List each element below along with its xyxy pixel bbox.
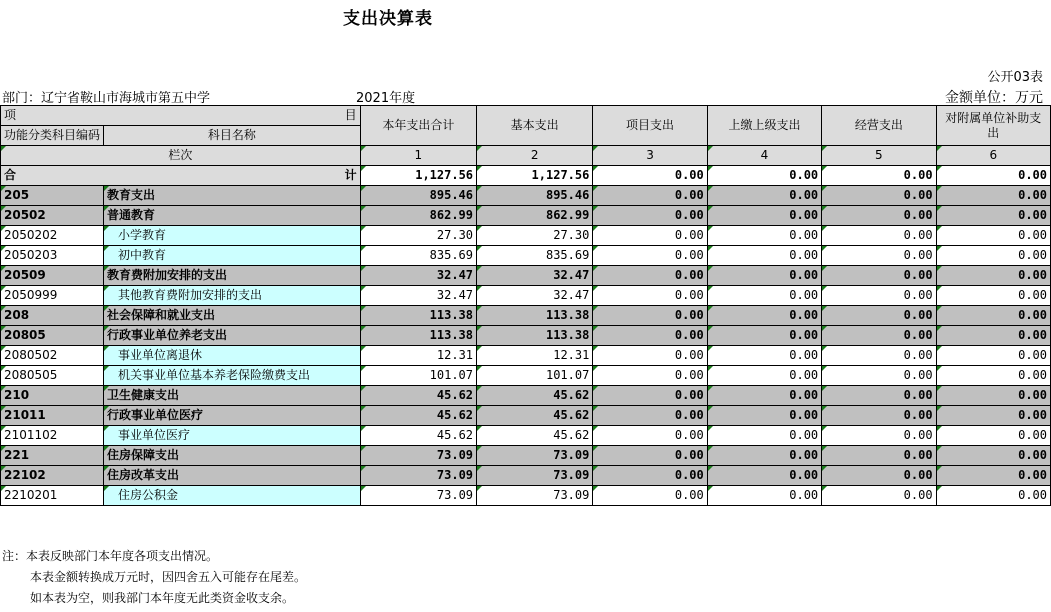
row-code[interactable]: 2050999 [1, 286, 104, 306]
row-value[interactable]: 0.00 [707, 186, 821, 206]
row-value[interactable]: 862.99 [477, 206, 593, 226]
table-row [1, 246, 1051, 266]
row-value[interactable]: 0.00 [936, 206, 1050, 226]
row-code[interactable]: 20509 [1, 266, 104, 286]
table-row [1, 346, 1051, 366]
col-index[interactable]: 2 [477, 146, 593, 166]
table-row [1, 466, 1051, 486]
lanci-label[interactable]: 栏次 [1, 146, 361, 166]
row-name[interactable]: 社会保障和就业支出 [104, 306, 361, 326]
row-value[interactable]: 0.00 [936, 346, 1050, 366]
row-code[interactable]: 210 [1, 386, 104, 406]
table-row [1, 406, 1051, 426]
row-value[interactable]: 0.00 [936, 466, 1050, 486]
col-header-upper[interactable]: 上缴上级支出 [707, 106, 821, 146]
col-index[interactable]: 6 [936, 146, 1050, 166]
col-header-business[interactable]: 经营支出 [822, 106, 936, 146]
row-value[interactable]: 0.00 [822, 306, 936, 326]
row-value[interactable]: 895.46 [477, 186, 593, 206]
row-value[interactable]: 0.00 [822, 326, 936, 346]
col-index[interactable]: 3 [593, 146, 707, 166]
row-code[interactable]: 21011 [1, 406, 104, 426]
col-header-subsidy[interactable]: 对附属单位补助支出 [936, 106, 1050, 146]
row-value[interactable]: 12.31 [477, 346, 593, 366]
row-value[interactable]: 32.47 [477, 286, 593, 306]
row-value[interactable]: 0.00 [593, 246, 707, 266]
row-value[interactable]: 0.00 [707, 366, 821, 386]
row-value[interactable]: 0.00 [822, 266, 936, 286]
footnotes [2, 546, 306, 609]
row-value[interactable]: 0.00 [936, 186, 1050, 206]
table-row [1, 226, 1051, 246]
amount-unit: 金额单位：万元 [945, 90, 1043, 106]
row-name[interactable]: 初中教育 [104, 246, 361, 266]
row-value[interactable]: 0.00 [707, 226, 821, 246]
row-value[interactable]: 0.00 [822, 206, 936, 226]
row-value[interactable]: 0.00 [822, 406, 936, 426]
row-code[interactable]: 20502 [1, 206, 104, 226]
table-row [1, 186, 1051, 206]
row-value[interactable]: 0.00 [593, 266, 707, 286]
row-value[interactable]: 0.00 [707, 386, 821, 406]
row-value[interactable]: 0.00 [707, 206, 821, 226]
table-row [1, 206, 1051, 226]
row-value[interactable]: 835.69 [477, 246, 593, 266]
total-label-cell[interactable] [1, 166, 361, 186]
row-value[interactable]: 73.09 [477, 446, 593, 466]
total-value[interactable]: 0.00 [593, 166, 707, 186]
report-title: 支出决算表 [343, 9, 433, 29]
row-name[interactable]: 小学教育 [104, 226, 361, 246]
row-value[interactable]: 0.00 [822, 186, 936, 206]
row-value[interactable]: 27.30 [477, 226, 593, 246]
row-name[interactable]: 卫生健康支出 [104, 386, 361, 406]
row-value[interactable]: 0.00 [936, 366, 1050, 386]
row-value[interactable]: 73.09 [360, 466, 476, 486]
row-name[interactable]: 住房改革支出 [104, 466, 361, 486]
row-value[interactable]: 0.00 [936, 326, 1050, 346]
table-row [1, 386, 1051, 406]
table-row [1, 366, 1051, 386]
row-value[interactable]: 0.00 [707, 406, 821, 426]
row-value[interactable]: 0.00 [593, 426, 707, 446]
row-value[interactable]: 12.31 [360, 346, 476, 366]
row-code[interactable]: 2080502 [1, 346, 104, 366]
total-value[interactable]: 0.00 [936, 166, 1050, 186]
row-value[interactable]: 32.47 [360, 286, 476, 306]
row-value[interactable]: 73.09 [360, 486, 476, 506]
row-name[interactable]: 其他教育费附加安排的支出 [104, 286, 361, 306]
row-value[interactable]: 0.00 [593, 286, 707, 306]
mu-label: 目 [344, 108, 357, 122]
col-header-basic[interactable]: 基本支出 [477, 106, 593, 146]
row-value[interactable]: 45.62 [360, 406, 476, 426]
total-value[interactable]: 0.00 [707, 166, 821, 186]
row-value[interactable]: 895.46 [360, 186, 476, 206]
note-line: 注：本表反映部门本年度各项支出情况。 [2, 549, 219, 563]
row-value[interactable]: 0.00 [822, 466, 936, 486]
row-value[interactable]: 45.62 [360, 426, 476, 446]
row-value[interactable]: 0.00 [936, 386, 1050, 406]
row-name[interactable]: 机关事业单位基本养老保险缴费支出 [104, 366, 361, 386]
row-value[interactable]: 0.00 [707, 466, 821, 486]
row-value[interactable]: 113.38 [477, 306, 593, 326]
row-name[interactable]: 住房保障支出 [104, 446, 361, 466]
row-value[interactable]: 113.38 [360, 306, 476, 326]
row-value[interactable]: 0.00 [936, 486, 1050, 506]
row-value[interactable]: 0.00 [593, 386, 707, 406]
row-value[interactable]: 0.00 [822, 346, 936, 366]
table-row [1, 326, 1051, 346]
row-code[interactable]: 208 [1, 306, 104, 326]
table-row [1, 426, 1051, 446]
row-name[interactable]: 行政事业单位养老支出 [104, 326, 361, 346]
row-code[interactable]: 2050202 [1, 226, 104, 246]
row-name[interactable]: 行政事业单位医疗 [104, 406, 361, 426]
row-name[interactable]: 普通教育 [104, 206, 361, 226]
row-value[interactable]: 113.38 [360, 326, 476, 346]
row-value[interactable]: 0.00 [593, 306, 707, 326]
row-value[interactable]: 0.00 [707, 306, 821, 326]
col-header-total[interactable]: 本年支出合计 [360, 106, 476, 146]
row-name[interactable]: 住房公积金 [104, 486, 361, 506]
row-value[interactable]: 0.00 [593, 486, 707, 506]
xiang-label: 项 [4, 108, 17, 122]
row-value[interactable]: 32.47 [360, 266, 476, 286]
row-value[interactable]: 0.00 [707, 486, 821, 506]
row-value[interactable]: 113.38 [477, 326, 593, 346]
row-value[interactable]: 862.99 [360, 206, 476, 226]
row-code[interactable]: 221 [1, 446, 104, 466]
row-value[interactable]: 0.00 [936, 226, 1050, 246]
col-header-name[interactable]: 科目名称 [104, 126, 361, 146]
table-row [1, 446, 1051, 466]
row-value[interactable]: 45.62 [477, 386, 593, 406]
row-value[interactable]: 0.00 [707, 246, 821, 266]
row-value[interactable]: 0.00 [593, 326, 707, 346]
row-value[interactable]: 0.00 [593, 446, 707, 466]
row-value[interactable]: 45.62 [360, 386, 476, 406]
row-value[interactable]: 0.00 [936, 246, 1050, 266]
form-number: 公开03表 [987, 70, 1043, 85]
row-value[interactable]: 0.00 [593, 186, 707, 206]
row-value[interactable]: 0.00 [936, 266, 1050, 286]
row-name[interactable]: 教育费附加安排的支出 [104, 266, 361, 286]
row-value[interactable]: 27.30 [360, 226, 476, 246]
row-value[interactable]: 101.07 [360, 366, 476, 386]
row-value[interactable]: 0.00 [936, 406, 1050, 426]
table-row [1, 306, 1051, 326]
note-line: 本表金额转换成万元时，因四舍五入可能存在尾差。 [30, 570, 307, 584]
row-code[interactable]: 2050203 [1, 246, 104, 266]
row-value[interactable]: 0.00 [707, 346, 821, 366]
row-value[interactable]: 0.00 [936, 446, 1050, 466]
row-code[interactable]: 205 [1, 186, 104, 206]
row-value[interactable]: 45.62 [477, 406, 593, 426]
row-value[interactable]: 0.00 [822, 246, 936, 266]
row-value[interactable]: 0.00 [822, 386, 936, 406]
row-code[interactable]: 2080505 [1, 366, 104, 386]
fiscal-year: 2021年度 [356, 91, 416, 106]
col-index[interactable]: 5 [822, 146, 936, 166]
row-value[interactable]: 73.09 [477, 466, 593, 486]
row-name[interactable]: 教育支出 [104, 186, 361, 206]
row-value[interactable]: 45.62 [477, 426, 593, 446]
row-value[interactable]: 32.47 [477, 266, 593, 286]
total-value[interactable]: 0.00 [822, 166, 936, 186]
row-value[interactable]: 0.00 [707, 286, 821, 306]
row-value[interactable]: 0.00 [822, 446, 936, 466]
row-value[interactable]: 101.07 [477, 366, 593, 386]
row-value[interactable]: 835.69 [360, 246, 476, 266]
row-value[interactable]: 0.00 [822, 486, 936, 506]
row-value[interactable]: 0.00 [822, 426, 936, 446]
table-row [1, 286, 1051, 306]
note-line: 如本表为空，则我部门本年度无此类资金收支余。 [30, 591, 295, 605]
col-index[interactable]: 4 [707, 146, 821, 166]
row-value[interactable]: 0.00 [936, 306, 1050, 326]
row-code[interactable]: 20805 [1, 326, 104, 346]
table-row [1, 486, 1051, 506]
total-value[interactable]: 1,127.56 [477, 166, 593, 186]
row-value[interactable]: 0.00 [593, 226, 707, 246]
col-header-project[interactable]: 项目支出 [593, 106, 707, 146]
row-value[interactable]: 0.00 [593, 206, 707, 226]
row-code[interactable]: 2210201 [1, 486, 104, 506]
row-value[interactable]: 0.00 [707, 426, 821, 446]
xiang-mu-header[interactable] [1, 106, 361, 126]
total-value[interactable]: 1,127.56 [360, 166, 476, 186]
row-name[interactable]: 事业单位医疗 [104, 426, 361, 446]
row-value[interactable]: 0.00 [936, 426, 1050, 446]
col-index[interactable]: 1 [360, 146, 476, 166]
row-code[interactable]: 22102 [1, 466, 104, 486]
row-value[interactable]: 0.00 [593, 366, 707, 386]
row-value[interactable]: 0.00 [593, 406, 707, 426]
row-value[interactable]: 0.00 [593, 346, 707, 366]
row-value[interactable]: 73.09 [477, 486, 593, 506]
row-value[interactable]: 0.00 [822, 226, 936, 246]
row-code[interactable]: 2101102 [1, 426, 104, 446]
table-row [1, 266, 1051, 286]
row-name[interactable]: 事业单位离退休 [104, 346, 361, 366]
total-ji: 计 [344, 168, 357, 182]
col-header-code[interactable]: 功能分类科目编码 [1, 126, 104, 146]
row-value[interactable]: 0.00 [707, 326, 821, 346]
row-value[interactable]: 0.00 [707, 266, 821, 286]
row-value[interactable]: 0.00 [707, 446, 821, 466]
row-value[interactable]: 0.00 [822, 366, 936, 386]
total-he: 合 [4, 168, 17, 182]
row-value[interactable]: 0.00 [936, 286, 1050, 306]
row-value[interactable]: 0.00 [593, 466, 707, 486]
department-label: 部门：辽宁省鞍山市海城市第五中学 [2, 91, 211, 106]
row-value[interactable]: 0.00 [822, 286, 936, 306]
row-value[interactable]: 73.09 [360, 446, 476, 466]
total-row [1, 166, 1051, 186]
expenditure-table [0, 105, 1051, 506]
